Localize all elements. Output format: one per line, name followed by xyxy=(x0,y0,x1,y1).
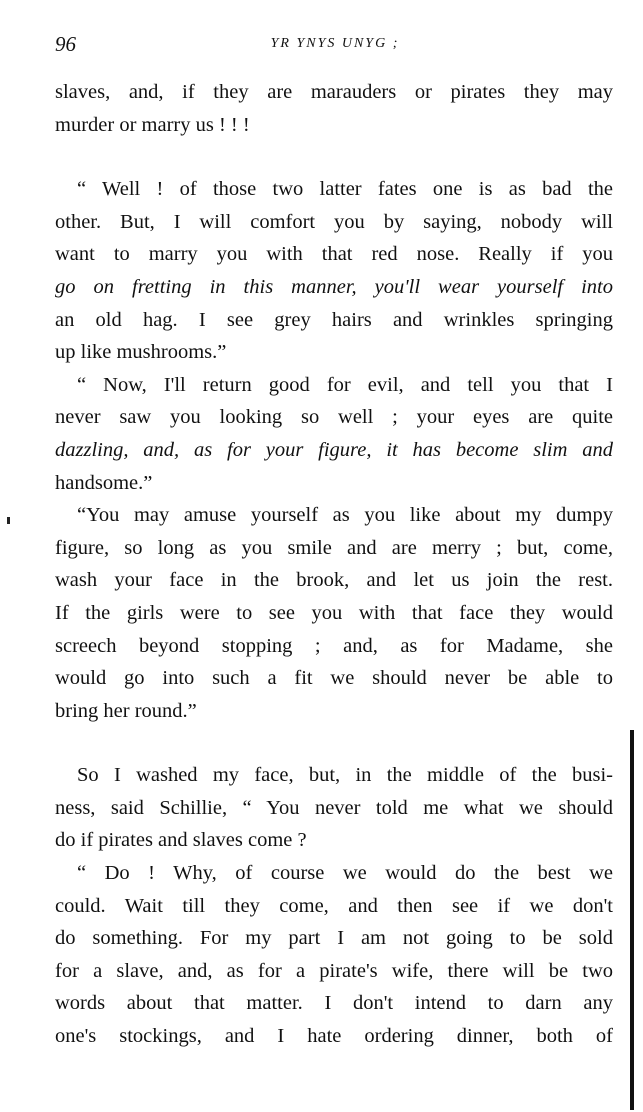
text-line: bring her round.” xyxy=(55,699,197,722)
page-edge-shadow xyxy=(630,730,634,1110)
text-line: “ Now, I'll return good for evil, and tell you that I xyxy=(77,373,613,396)
text-line: would go into such a fit we should never be able to xyxy=(55,667,613,690)
paragraph-5 xyxy=(55,759,613,857)
text-line: could. Wait till they come, and then see if we don't xyxy=(55,894,613,917)
paragraph-3 xyxy=(55,369,613,499)
paragraph-4 xyxy=(55,499,613,727)
text-line: If the girls were to see you with that face they would xyxy=(55,601,613,624)
text-line: murder or marry us ! ! ! xyxy=(55,113,250,136)
text-line: one's stockings, and I hate ordering dinner, both of xyxy=(55,1025,613,1048)
text-line: wash your face in the brook, and let us join the rest. xyxy=(55,569,613,592)
text-line: slaves, and, if they are marauders or pirates they may xyxy=(55,81,613,103)
text-line: figure, so long as you smile and are merry ; but, come, xyxy=(55,536,613,559)
paragraph-6 xyxy=(55,857,613,1053)
text-line: for a slave, and, as for a pirate's wife, there will be two xyxy=(55,959,613,982)
text-line: So I washed my face, but, in the middle of the busi- xyxy=(77,764,613,787)
text-line: “ Do ! Why, of course we would do the best we xyxy=(77,862,613,885)
text-line: do something. For my part I am not going to be sold xyxy=(55,927,613,950)
text-line: “ Well ! of those two latter fates one is as bad the xyxy=(77,178,613,201)
text-line: go on fretting in this manner, you'll wear yourself into xyxy=(55,275,613,298)
text-line: an old hag. I see grey hairs and wrinkles springing xyxy=(55,308,613,331)
text-line: do if pirates and slaves come ? xyxy=(55,829,307,852)
paragraph-2 xyxy=(55,173,613,369)
text-line: other. But, I will comfort you by saying, nobody will xyxy=(55,210,613,233)
text-line: screech beyond stopping ; and, as for Madame, she xyxy=(55,634,613,657)
text-line: words about that matter. I don't intend to darn any xyxy=(55,992,613,1015)
text-line: up like mushrooms.” xyxy=(55,341,227,364)
running-title: YR YNYS UNYG ; xyxy=(270,36,400,51)
paragraph-1 xyxy=(55,76,613,141)
page-number: 96 xyxy=(55,32,76,56)
text-line: “You may amuse yourself as you like about my dumpy xyxy=(77,504,613,527)
text-line: want to marry you with that red nose. Really if you xyxy=(55,243,613,266)
text-line: never saw you looking so well ; your eyes are quite xyxy=(55,406,613,429)
margin-mark xyxy=(7,517,10,524)
text-line: dazzling, and, as for your figure, it has become slim and xyxy=(55,438,613,461)
text-line: handsome.” xyxy=(55,471,153,494)
running-head xyxy=(55,30,615,58)
body-text xyxy=(55,76,613,1053)
text-line: ness, said Schillie, “ You never told me what we should xyxy=(55,796,613,819)
